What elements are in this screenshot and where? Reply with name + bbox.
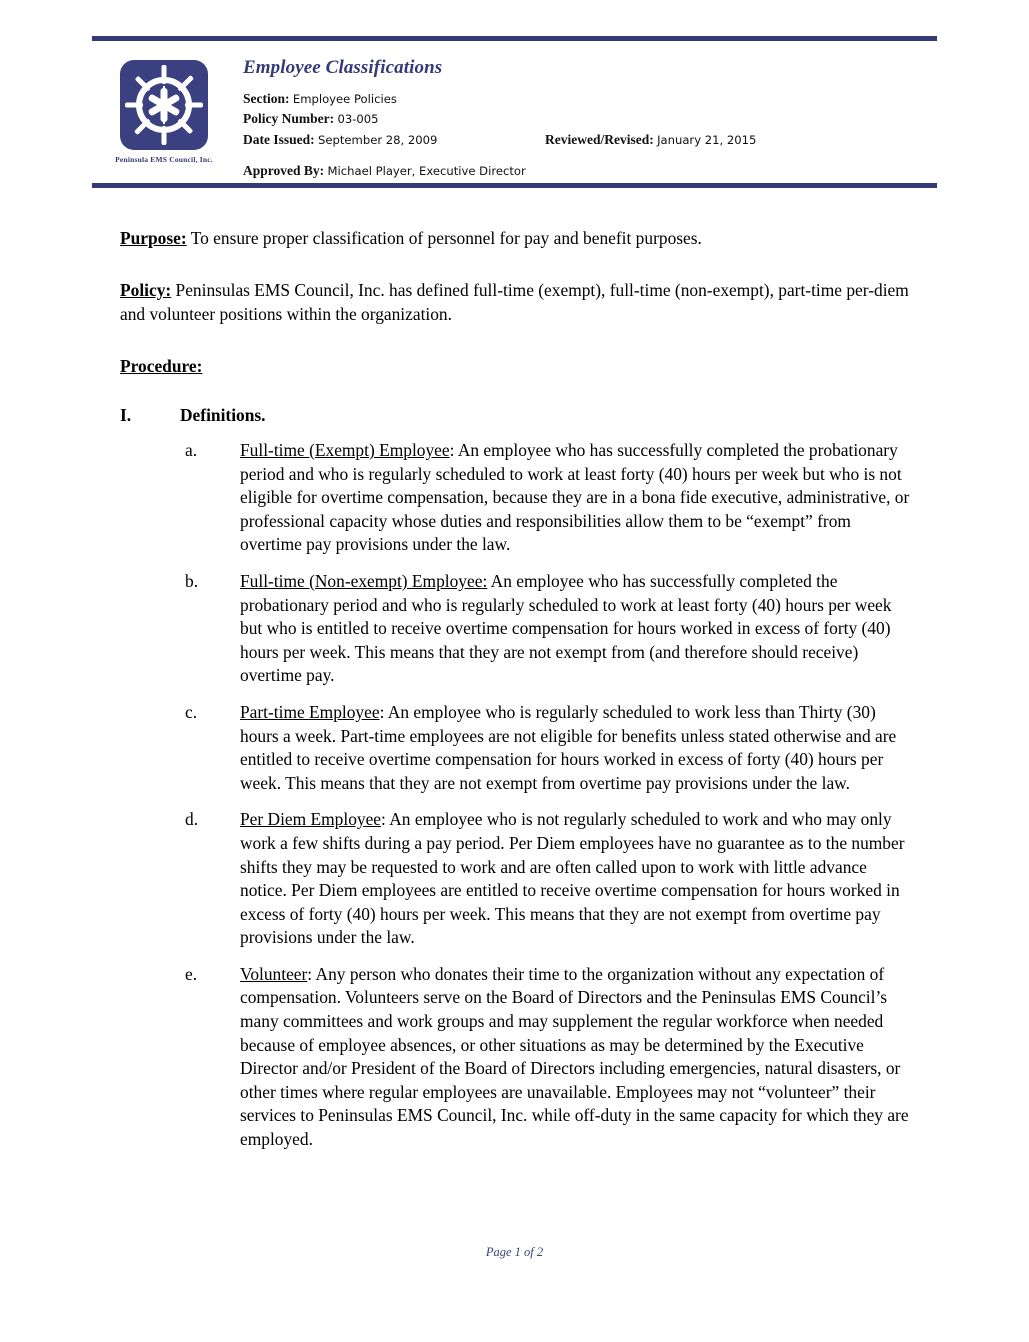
meta-dates-row [243, 130, 933, 151]
approved-by-value: Michael Player, Executive Director [327, 164, 526, 179]
page-footer [0, 1245, 1029, 1260]
definitions-list [0, 439, 1029, 1152]
definition-text: : An employee who is not regularly scheduled to work and who may only work a few shifts during a pay period. Per Diem employees have no guarantee as to the number shifts they may be requested to work and are often called upon to work with little advance notice. Per Diem employees are entitled to receive overtime compensation for hours worked in excess of forty (40) hours per week. This means that they are not exempt from overtime pay provisions under the law. [240, 809, 905, 948]
list-item [0, 439, 1029, 557]
page-number-label: Page 1 of 2 [485, 1245, 544, 1259]
definition-text: : Any person who donates their time to the organization without any expectation of compensation. Volunteers serve on the Board of Directors and the Peninsulas EMS Council’s many committees and work groups and may supplement the regular workforce when needed because of employee absences, or other situations as may be determined by the Executive Director and/or President of the Board of Directors including emergencies, natural disasters, or other times where regular employees are unavailable. Employees may not “volunteer” their services to Peninsulas EMS Council, Inc. while off-duty in the same capacity for which they are employed. [240, 963, 909, 1150]
list-marker: e. [185, 963, 198, 984]
meta-section [243, 89, 933, 110]
section-value: Employee Policies [292, 91, 397, 106]
definition-term: Volunteer [240, 963, 308, 984]
meta-reviewed-revised [545, 130, 756, 151]
purpose-text: To ensure proper classification of personnel for pay and benefit purposes. [186, 228, 702, 248]
policy-text: Peninsulas EMS Council, Inc. has defined full-time (exempt), full-time (non-exempt), part-time per-diem and volunteer positions within the organization. [120, 279, 909, 324]
date-issued-label: Date Issued: [243, 131, 315, 147]
approved-by-label: Approved By: [243, 163, 325, 179]
meta-date-issued [243, 130, 545, 151]
list-item [0, 808, 1029, 950]
policy-number-value: 03-005 [337, 112, 379, 127]
policy-label: Policy: [120, 279, 172, 300]
definition-term: Per Diem Employee [240, 809, 382, 830]
definition-term: Full-time (Exempt) Employee [240, 440, 450, 460]
purpose-label: Purpose: [120, 228, 187, 248]
policy-paragraph [0, 278, 1029, 327]
header-bottom-rule [92, 183, 937, 188]
policy-number-label: Policy Number: [243, 111, 335, 127]
definition-text: : An employee who is regularly scheduled to work less than Thirty (30) hours a week. Part-time employees are not eligible for benefits unless stated otherwise and are entitled to receive overtime compensation for hours worked in excess of forty (40) hours per week. This means that they are not exempt from overtime pay provisions under the law. [240, 701, 897, 793]
list-marker: a. [185, 440, 198, 460]
definition-term: Part-time Employee [240, 701, 380, 722]
reviewed-revised-value: January 21, 2015 [657, 132, 757, 147]
list-marker: d. [185, 809, 199, 830]
definitions-section-heading [0, 403, 1029, 427]
document-header [243, 58, 933, 182]
definition-text: An employee who has successfully completed the probationary period and who is regularly scheduled to work at least forty (40) hours per week but who is entitled to receive overtime compensation for hours worked in excess of forty (40) hours per week. This means that they are not exempt from (and therefore should receive) overtime pay. [240, 570, 892, 686]
date-issued-value: September 28, 2009 [318, 132, 438, 147]
page-title: Employee Classifications [243, 57, 443, 78]
logo-caption: Peninsula EMS Council, Inc. [115, 155, 213, 164]
organization-logo-block [100, 60, 228, 164]
section-numeral: I. [120, 405, 132, 425]
meta-approved-by [243, 161, 933, 182]
list-marker: c. [185, 701, 198, 722]
list-marker: b. [185, 570, 199, 591]
reviewed-revised-label: Reviewed/Revised: [545, 131, 654, 147]
ships-wheel-star-of-life-icon [120, 60, 208, 150]
meta-policy-number [243, 109, 933, 130]
list-item [0, 570, 1029, 688]
list-item [0, 963, 1029, 1152]
definition-text: : An employee who has successfully completed the probationary period and who is regularly scheduled to work at least forty (40) hours per week but who is not eligible for overtime compensation, because they are in a bona fide executive, administrative, or professional capacity whose duties and responsibilities allow them to be “exempt” from overtime pay provisions under the law. [240, 440, 910, 555]
purpose-paragraph [0, 226, 1029, 251]
section-heading-text: Definitions. [180, 405, 266, 425]
procedure-paragraph [0, 354, 1029, 379]
header-top-rule [92, 36, 937, 41]
section-label: Section: [243, 90, 290, 106]
procedure-label: Procedure: [120, 355, 203, 376]
definition-term: Full-time (Non-exempt) Employee: [240, 570, 488, 591]
document-body [0, 226, 1029, 1165]
list-item [0, 701, 1029, 795]
